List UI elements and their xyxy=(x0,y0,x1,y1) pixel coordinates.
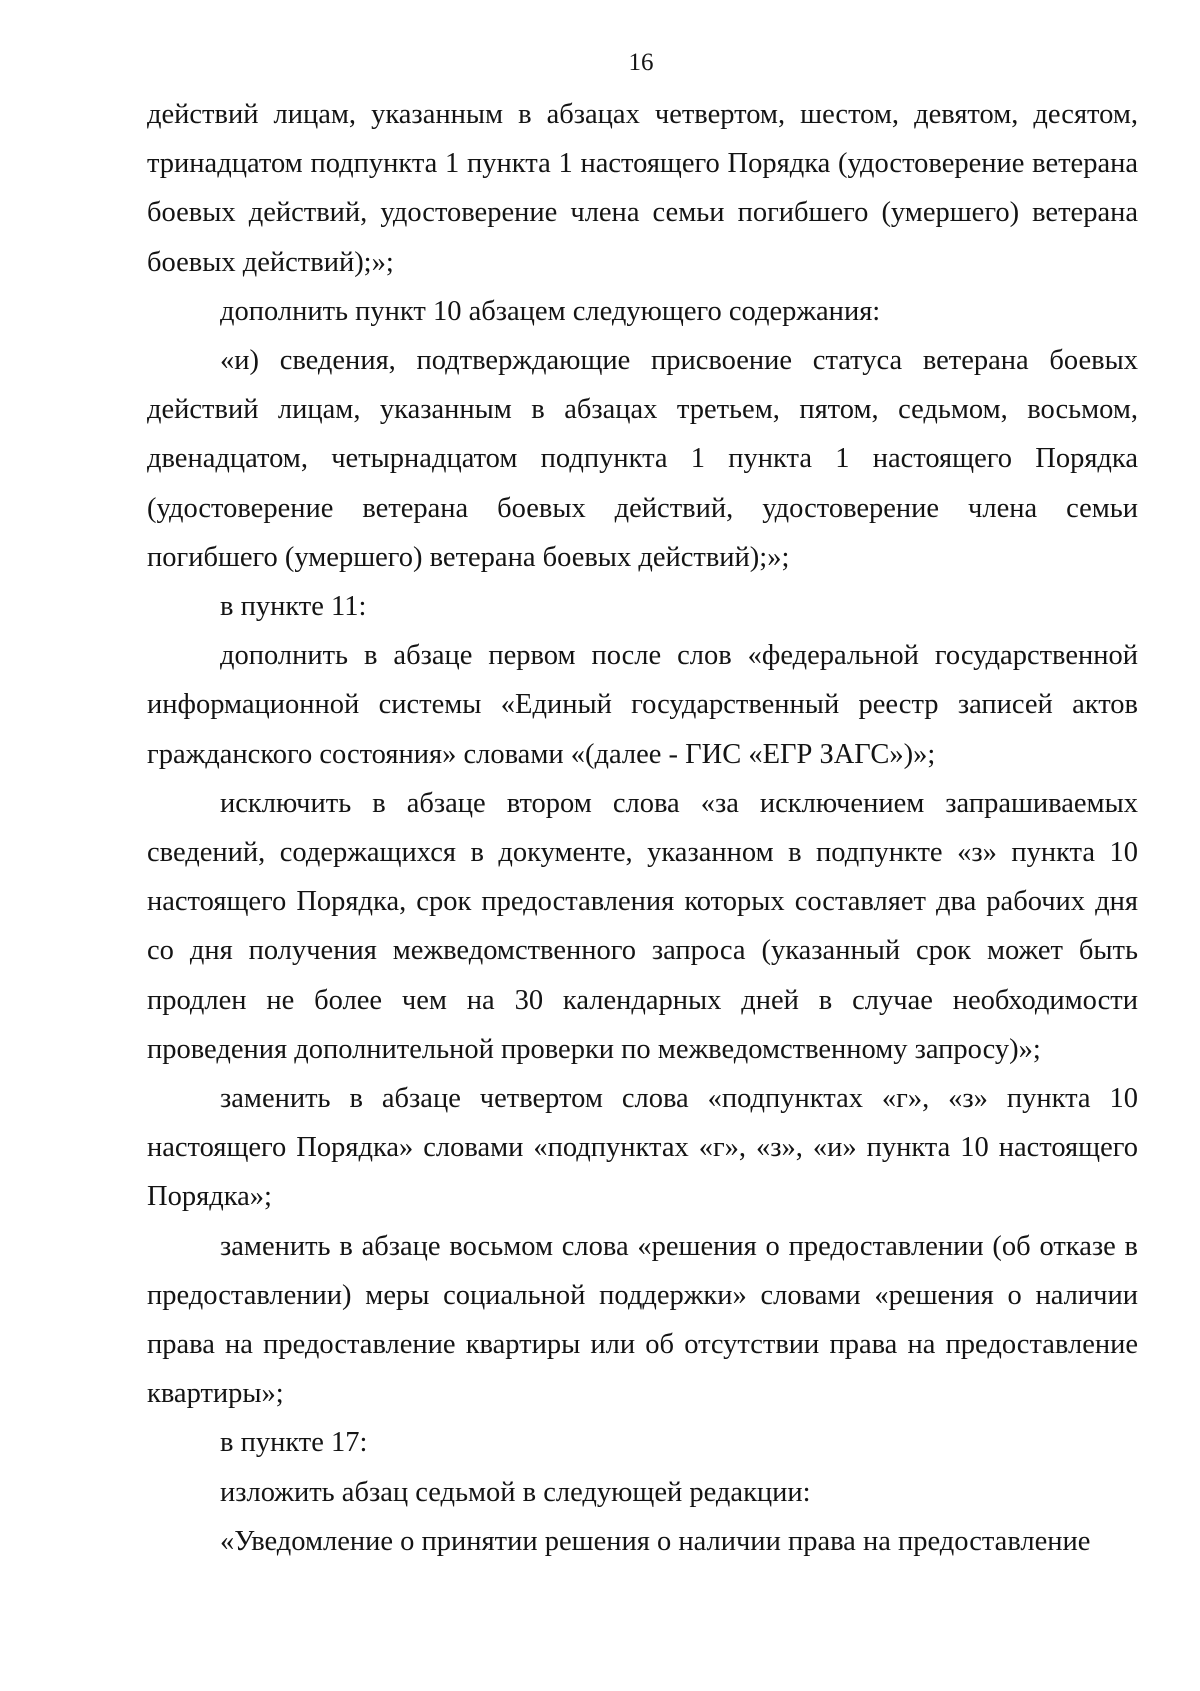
paragraph-notification-start: «Уведомление о принятии решения о наличии права на предоставление xyxy=(220,1525,1091,1557)
paragraph-replace-eighth-abzac: заменить в абзаце восьмом слова «решения о предоставлении (об отказе в предоставлении) меры социальной поддержки» словами «решения о наличии права на предоставление квартиры или об отсутствии права на предоставление квартиры»; xyxy=(147,1230,1138,1410)
paragraph-point-17-heading: в пункте 17: xyxy=(220,1427,368,1459)
paragraph-exclude-second-abzac: исключить в абзаце втором слова «за исключением запрашиваемых сведений, содержащихся в документе, указанном в подпункте «з» пункта 10 настоящего Порядка, срок предоставления которых составляет два рабочих дня со дня получения межведомственного запроса (указанный срок может быть продлен не более чем на 30 календарных дней в случае необходимости проведения дополнительной проверки по межведомственному запросу)»; xyxy=(147,787,1138,1065)
paragraph-seventh-abzac-intro: изложить абзац седьмой в следующей редакции: xyxy=(220,1476,811,1508)
paragraph-point-11-heading: в пункте 11: xyxy=(220,591,367,623)
paragraph-amend-point-10: дополнить пункт 10 абзацем следующего содержания: xyxy=(220,295,881,327)
page-number: 16 xyxy=(628,49,654,76)
document-body xyxy=(147,90,1138,1566)
paragraph-amend-first-abzac: дополнить в абзаце первом после слов «федеральной государственной информационной системы «Единый государственный реестр записей актов гражданского состояния» словами «(далее - ГИС «ЕГР ЗАГС»)»; xyxy=(147,640,1138,770)
paragraph-replace-fourth-abzac: заменить в абзаце четвертом слова «подпунктах «г», «з» пункта 10 настоящего Порядка» словами «подпунктах «г», «з», «и» пункта 10 настоящего Порядка»; xyxy=(147,1083,1138,1213)
paragraph-subpoint-i: «и) сведения, подтверждающие присвоение статуса ветерана боевых действий лицам, указанным в абзацах третьем, пятом, седьмом, восьмом, двенадцатом, четырнадцатом подпункта 1 пункта 1 настоящего Порядка (удостоверение ветерана боевых действий, удостоверение члена семьи погибшего (умершего) ветерана боевых действий);»; xyxy=(147,345,1138,573)
paragraph-continuation: действий лицам, указанным в абзацах четвертом, шестом, девятом, десятом, тринадцатом подпункта 1 пункта 1 настоящего Порядка (удостоверение ветерана боевых действий, удостоверение члена семьи погибшего (умершего) ветерана боевых действий);»; xyxy=(147,99,1138,278)
